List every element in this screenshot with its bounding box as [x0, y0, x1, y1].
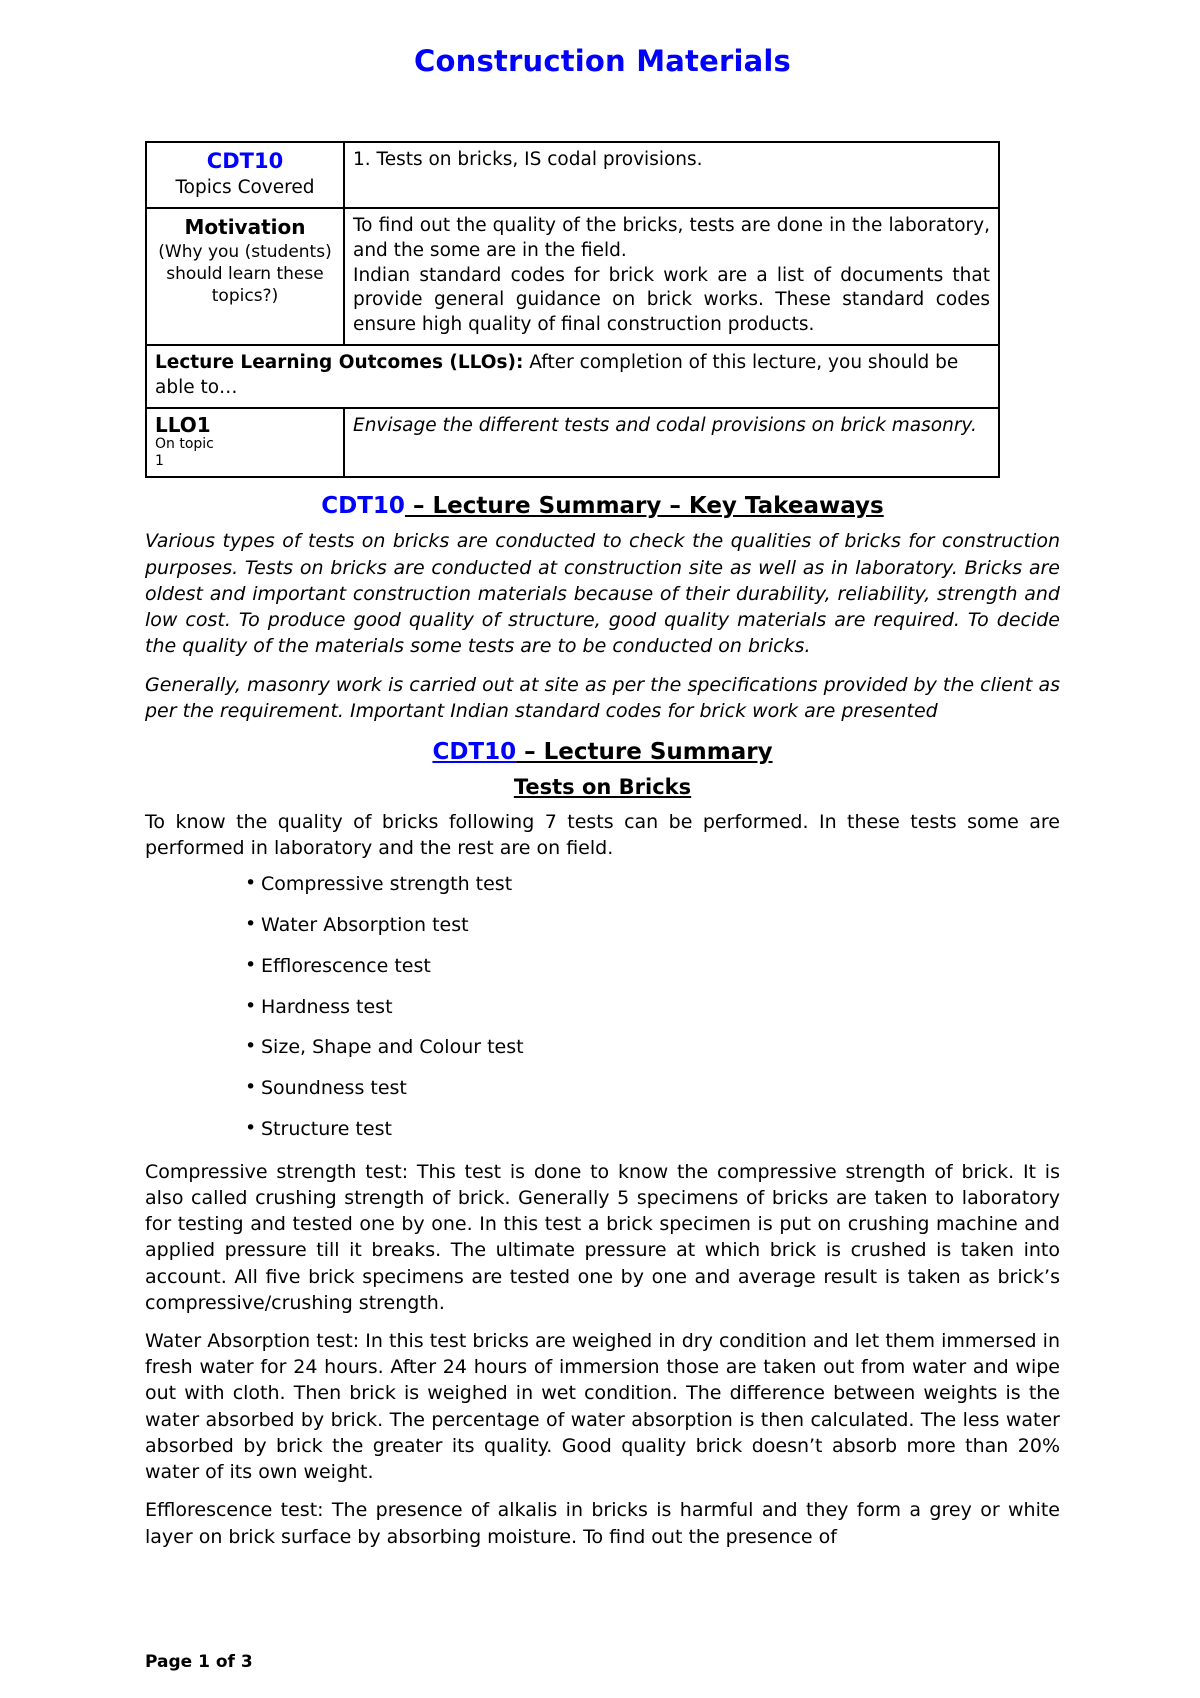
water-absorption-description: Water Absorption test: In this test bricks are weighed in dry condition and let them immersed in fresh water for 24 hours. After 24 hours of immersion those are taken out from water and wipe out with cloth. Then brick is weighed in wet condition. The difference between weights is the water absorbed by brick. The percentage of water absorption is then calculated. The less water absorbed by brick the greater its quality. Good quality brick doesn’t absorb more than 20% water of its own weight. — [145, 1330, 1060, 1484]
table-row-llo-header — [146, 345, 999, 408]
page-footer — [145, 1652, 253, 1672]
llo-header-cell — [146, 345, 999, 408]
page-title: Construction Materials — [414, 44, 791, 78]
list-item: • Size, Shape and Colour test — [245, 1036, 1060, 1059]
efflorescence-description: Efflorescence test: The presence of alkalis in bricks is harmful and they form a grey or white layer on brick surface by absorbing moisture. To find out the presence of — [145, 1499, 1060, 1548]
llo1-text-cell: Envisage the different tests and codal provisions on brick masonry. — [344, 408, 999, 476]
table-row-llo1 — [146, 408, 999, 476]
table-row-motivation — [146, 208, 999, 345]
lecture-summary-heading-rest: – Lecture Summary — [516, 738, 773, 765]
tests-list — [145, 873, 1060, 1141]
key-takeaways-heading-rest: – Lecture Summary – Key Takeaways — [404, 492, 884, 519]
list-item: • Hardness test — [245, 996, 1060, 1019]
lecture-summary-heading-code: CDT10 — [432, 738, 517, 765]
llo-header-rest: After completion of this lecture, you should be able to… — [155, 352, 959, 398]
footer-middle: of — [209, 1652, 241, 1672]
llo-header-bold: Lecture Learning Outcomes (LLOs): — [155, 352, 524, 374]
table-row-topics — [146, 142, 999, 209]
topics-content-cell — [344, 142, 999, 209]
llo1-topic-label-line2: 1 — [155, 452, 164, 469]
topics-code-label: CDT10 — [206, 148, 284, 173]
topics-covered-label: Topics Covered — [175, 176, 315, 198]
list-item: • Soundness test — [245, 1077, 1060, 1100]
llo1-id-cell — [146, 408, 344, 476]
key-takeaways-paragraph-2: Generally, masonry work is carried out at site as per the specifications provided by the client as per the requirement. Important Indian standard codes for brick work are presented — [145, 673, 1060, 722]
list-item: • Efflorescence test — [245, 955, 1060, 978]
lecture-info-table — [145, 141, 1000, 478]
motivation-title-label: Motivation — [184, 215, 306, 240]
footer-current-page: 1 — [198, 1652, 210, 1672]
list-item: • Structure test — [245, 1118, 1060, 1141]
llo1-topic-label-line1: On topic — [155, 436, 214, 453]
key-takeaways-paragraph-1: Various types of tests on bricks are conducted to check the qualities of bricks for construction purposes. Tests on bricks are conducted at construction site as well as in laboratory. Bricks are oldest and important construction materials because of their durability, reliability, strength and low cost. To produce good quality of structure, good quality materials are required. To decide the quality of the materials some tests are to be conducted on bricks. — [145, 530, 1060, 658]
motivation-label-cell — [146, 208, 344, 345]
key-takeaways-heading-code: CDT10 — [321, 492, 405, 519]
topics-content-text: 1. Tests on bricks, IS codal provisions. — [353, 148, 703, 170]
motivation-text-line1: To find out the quality of the bricks, tests are done in the laboratory, and the some are in the field. — [353, 215, 990, 261]
topics-label-cell — [146, 142, 344, 209]
list-item: • Water Absorption test — [245, 914, 1060, 937]
tests-on-bricks-subheading: Tests on Bricks — [513, 774, 692, 799]
lecture-summary-heading — [145, 738, 1060, 767]
footer-prefix: Page — [145, 1652, 199, 1672]
compressive-strength-description: Compressive strength test: This test is done to know the compressive strength of brick. It is also called crushing strength of brick. Generally 5 specimens of bricks are taken to laboratory for testing and tested one by one. In this test a brick specimen is put on crushing machine and applied pressure till it breaks. The ultimate pressure at which brick is crushed is taken into account. All five brick specimens are tested one by one and average result is taken as brick’s compressive/crushing strength. — [145, 1160, 1060, 1314]
motivation-text-line2: Indian standard codes for brick work are a list of documents that provide general guidance on brick works. These standard codes ensure high quality of final construction products. — [353, 264, 990, 335]
list-item: • Compressive strength test — [245, 873, 1060, 896]
footer-total-pages: 3 — [240, 1652, 253, 1672]
motivation-subtitle-label: (Why you (students) should learn these topics?) — [158, 241, 332, 307]
key-takeaways-heading — [145, 492, 1060, 521]
tests-intro-paragraph: To know the quality of bricks following 7 tests can be performed. In these tests some are performed in laboratory and the rest are on field. — [145, 810, 1060, 859]
llo1-id-label: LLO1 — [155, 413, 211, 438]
motivation-content-cell — [344, 208, 999, 345]
